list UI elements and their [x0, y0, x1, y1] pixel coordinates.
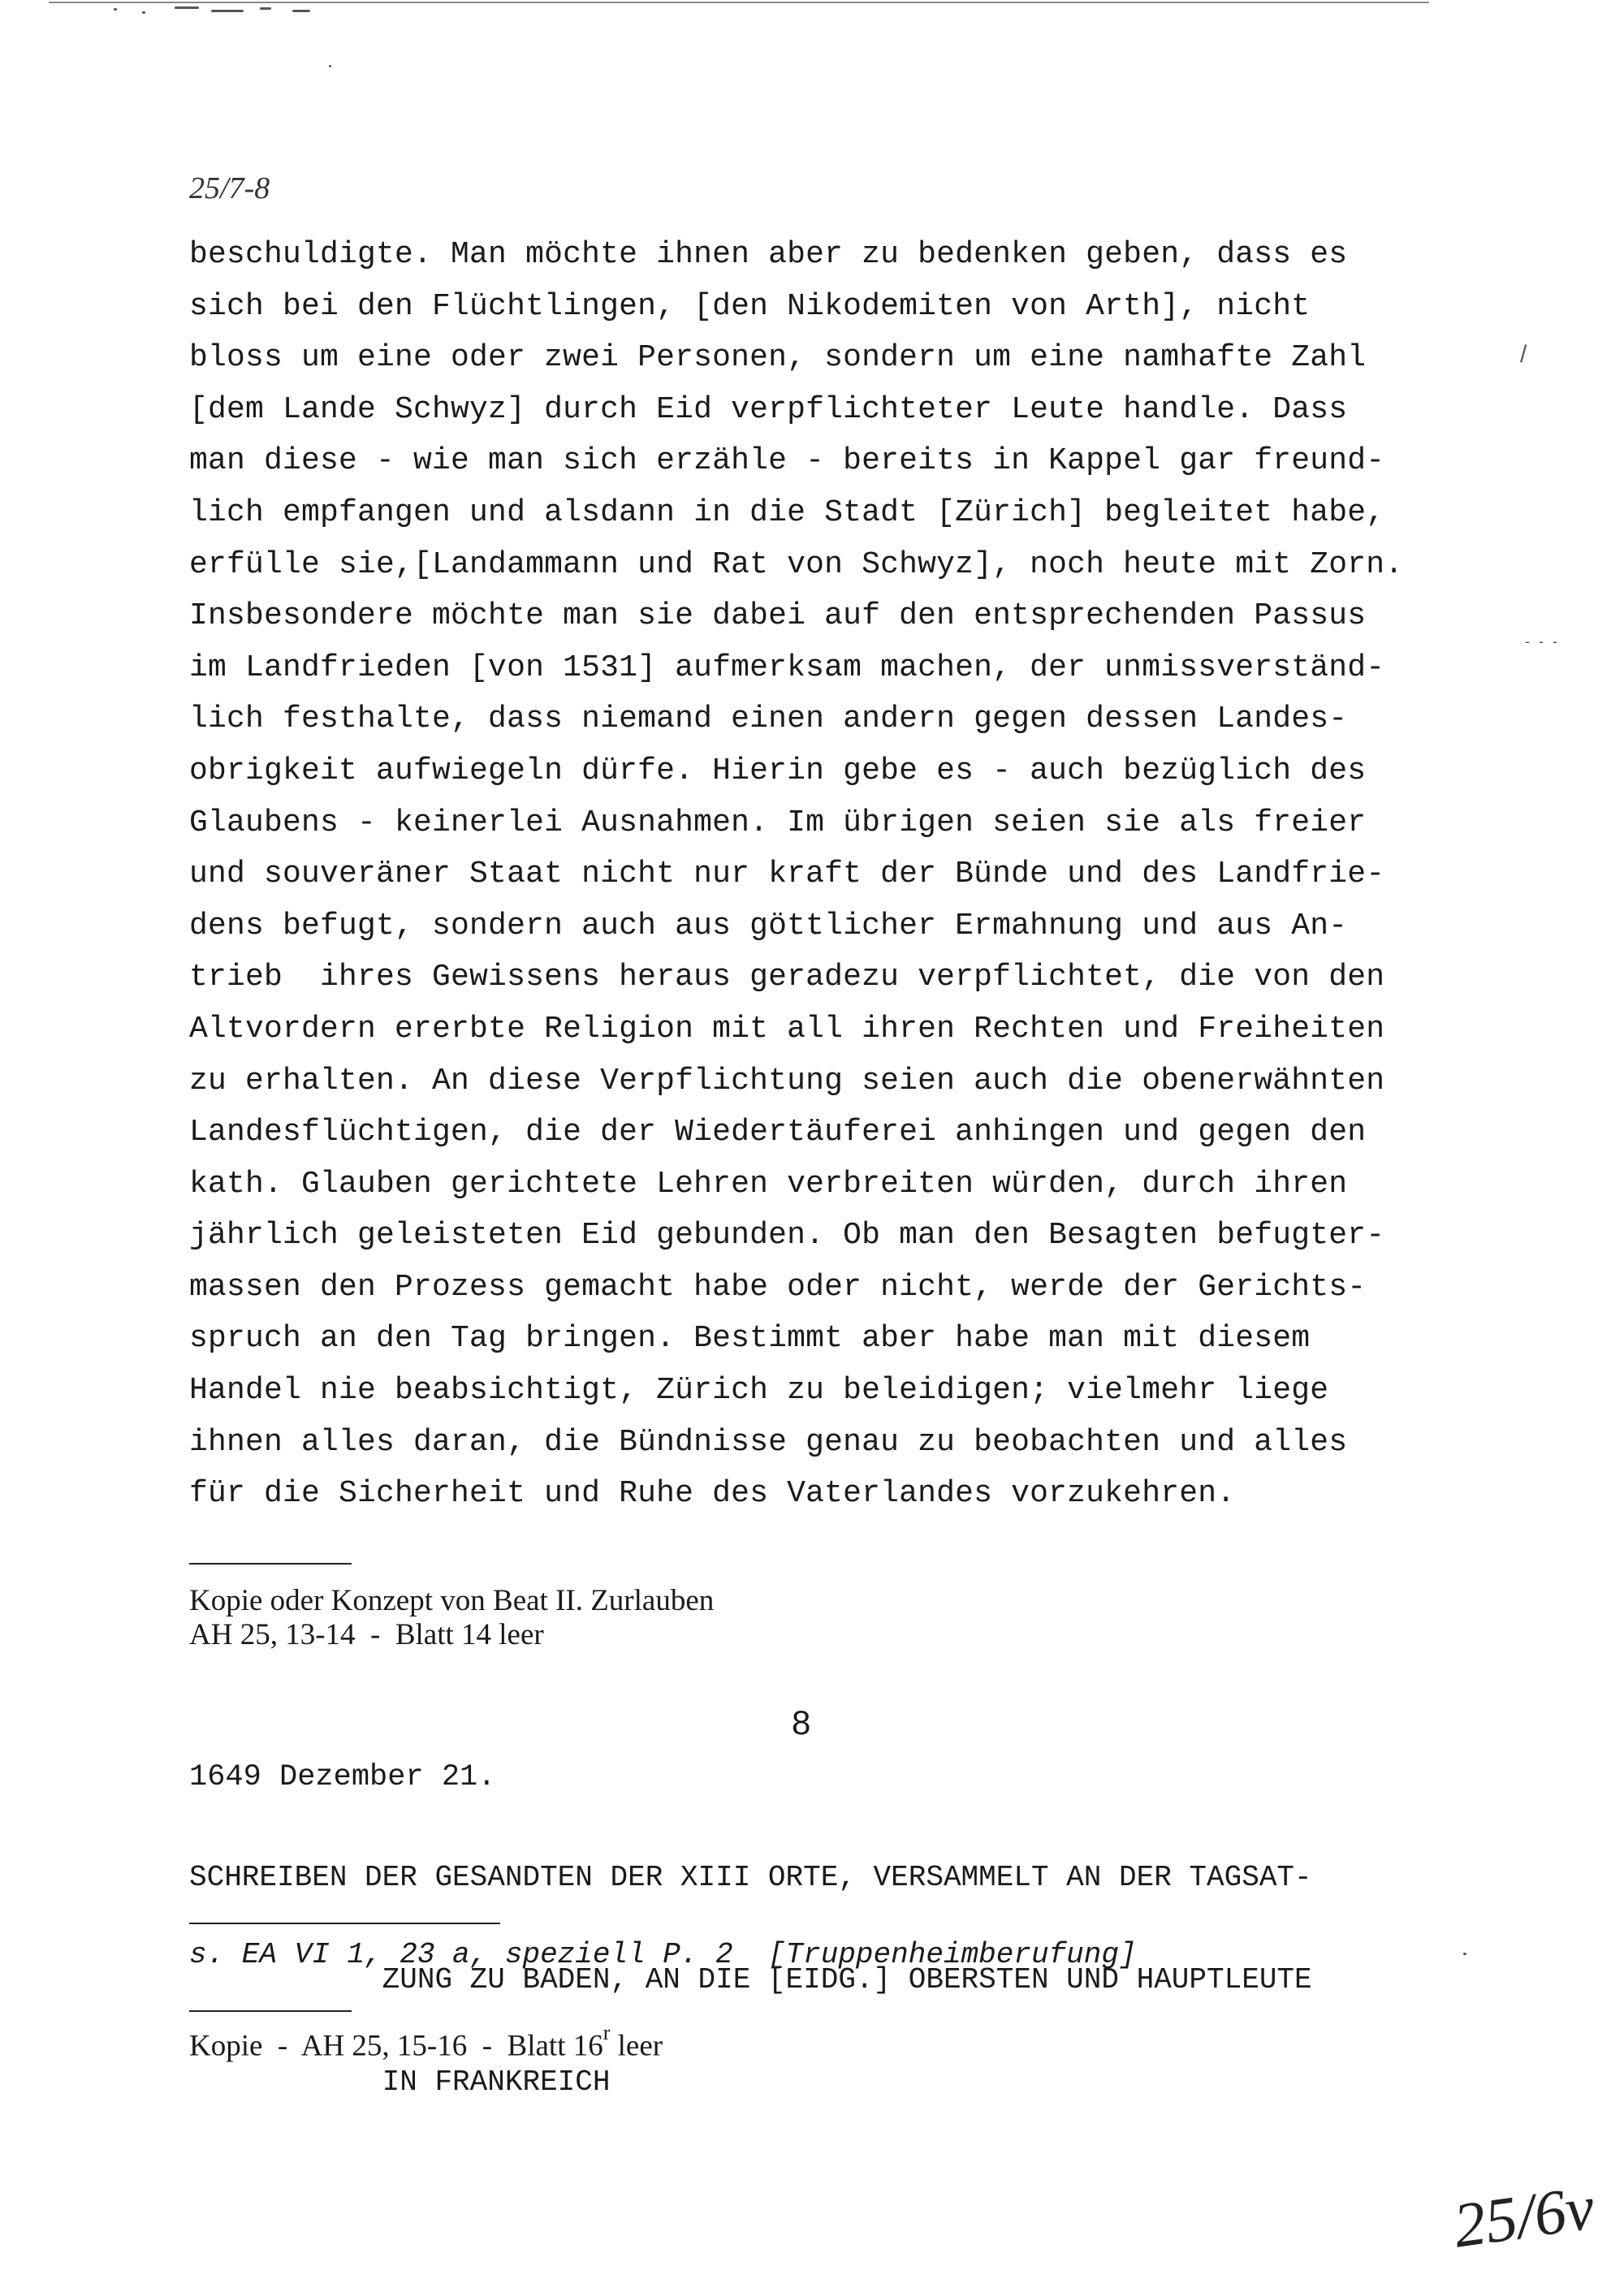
scan-speck	[260, 7, 271, 10]
scan-speck	[329, 65, 331, 67]
body-line: bloss um eine oder zwei Personen, sondern um eine namhafte Zahl	[189, 340, 1367, 376]
scan-speck	[142, 11, 145, 14]
body-line: Insbesondere möchte man sie dabei auf den entsprechenden Passus	[189, 598, 1367, 634]
body-line: spruch an den Tag bringen. Bestimmt aber habe man mit diesem	[189, 1321, 1311, 1357]
scan-speck	[1463, 1953, 1466, 1955]
source-note-archive: AH 25, 13-14 - Blatt 14 leer	[189, 1618, 544, 1651]
body-line: im Landfrieden [von 1531] aufmerksam machen, der unmissverständ-	[189, 650, 1385, 685]
entry-title-line: SCHREIBEN DER GESANDTEN DER XIII ORTE, VERSAMMELT AN DER TAGSAT-	[189, 1861, 1312, 1894]
reference-note: s. EA VI 1, 23 a, speziell P. 2 [Truppenheimberufung]	[189, 1938, 1137, 1971]
body-line: lich empfangen und alsdann in die Stadt [Zürich] begleitet habe,	[189, 494, 1385, 530]
body-line: Handel nie beabsichtigt, Zürich zu beleidigen; vielmehr liege	[189, 1373, 1329, 1409]
body-line: jährlich geleisteten Eid gebunden. Ob man den Besagten befugter-	[189, 1218, 1385, 1254]
body-line: erfülle sie,[Landammann und Rat von Schwyz], noch heute mit Zorn.	[189, 546, 1404, 582]
body-line: beschuldigte. Man möchte ihnen aber zu bedenken geben, dass es	[189, 237, 1348, 272]
margin-tick: /	[1520, 341, 1527, 368]
scan-speck	[292, 10, 310, 12]
scan-speck	[175, 6, 199, 9]
copy-note-text: Kopie - AH 25, 15-16 - Blatt 16	[189, 2029, 603, 2063]
body-line: Glaubens - keinerlei Ausnahmen. Im übrigen seien sie als freier	[189, 805, 1367, 840]
entry-title-line: ZUNG ZU BADEN, AN DIE [EIDG.] OBERSTEN UND HAUPTLEUTE	[189, 1963, 1312, 1996]
body-text	[189, 229, 1488, 1520]
body-line: und souveräner Staat nicht nur kraft der Bünde und des Landfrie-	[189, 857, 1385, 892]
body-line: zu erhalten. An diese Verpflichtung seien auch die obenerwähnten	[189, 1063, 1385, 1099]
copy-note-rule	[189, 2010, 352, 2012]
body-line: lich festhalte, dass niemand einen andern gegen dessen Landes-	[189, 701, 1348, 737]
body-line: obrigkeit aufwiegeln dürfe. Hierin gebe es - auch bezüglich des	[189, 753, 1367, 788]
handwritten-folio-number: 25/6v	[1449, 2171, 1599, 2261]
copy-note-superscript: r	[603, 2021, 611, 2044]
footnote-rule	[189, 1563, 352, 1565]
entry-title	[189, 1793, 1312, 2168]
entry-title-line: IN FRANKREICH	[189, 2065, 611, 2099]
body-line: dens befugt, sondern auch aus göttlicher Ermahnung und aus An-	[189, 908, 1348, 943]
entry-date: 1649 Dezember 21.	[189, 1760, 496, 1794]
scan-speck	[211, 10, 244, 12]
body-line: massen den Prozess gemacht habe oder nicht, werde der Gerichts-	[189, 1269, 1367, 1305]
copy-note	[189, 2021, 663, 2063]
scan-speck	[114, 8, 117, 11]
page-reference: 25/7-8	[189, 171, 270, 205]
body-line: für die Sicherheit und Ruhe des Vaterlandes vorzukehren.	[189, 1476, 1236, 1512]
body-line: [dem Lande Schwyz] durch Eid verpflichteter Leute handle. Dass	[189, 391, 1348, 427]
body-line: sich bei den Flüchtlingen, [den Nikodemiten von Arth], nicht	[189, 288, 1311, 324]
copy-note-suffix: leer	[610, 2029, 663, 2063]
body-line: kath. Glauben gerichtete Lehren verbreiten würden, durch ihren	[189, 1166, 1348, 1202]
body-line: Landesflüchtigen, die der Wiedertäuferei anhingen und gegen den	[189, 1115, 1367, 1150]
body-line: ihnen alles daran, die Bündnisse genau zu beobachten und alles	[189, 1424, 1348, 1460]
body-line: man diese - wie man sich erzähle - bereits in Kappel gar freund-	[189, 443, 1385, 479]
margin-dashes: - - -	[1525, 633, 1560, 650]
scan-top-edge	[49, 2, 1429, 3]
section-rule	[189, 1923, 500, 1924]
source-note-origin: Kopie oder Konzept von Beat II. Zurlauben	[189, 1584, 715, 1617]
document-number: 8	[792, 1703, 811, 1742]
body-line: trieb ihres Gewissens heraus geradezu verpflichtet, die von den	[189, 960, 1385, 995]
body-line: Altvordern ererbte Religion mit all ihren Rechten und Freiheiten	[189, 1011, 1385, 1047]
